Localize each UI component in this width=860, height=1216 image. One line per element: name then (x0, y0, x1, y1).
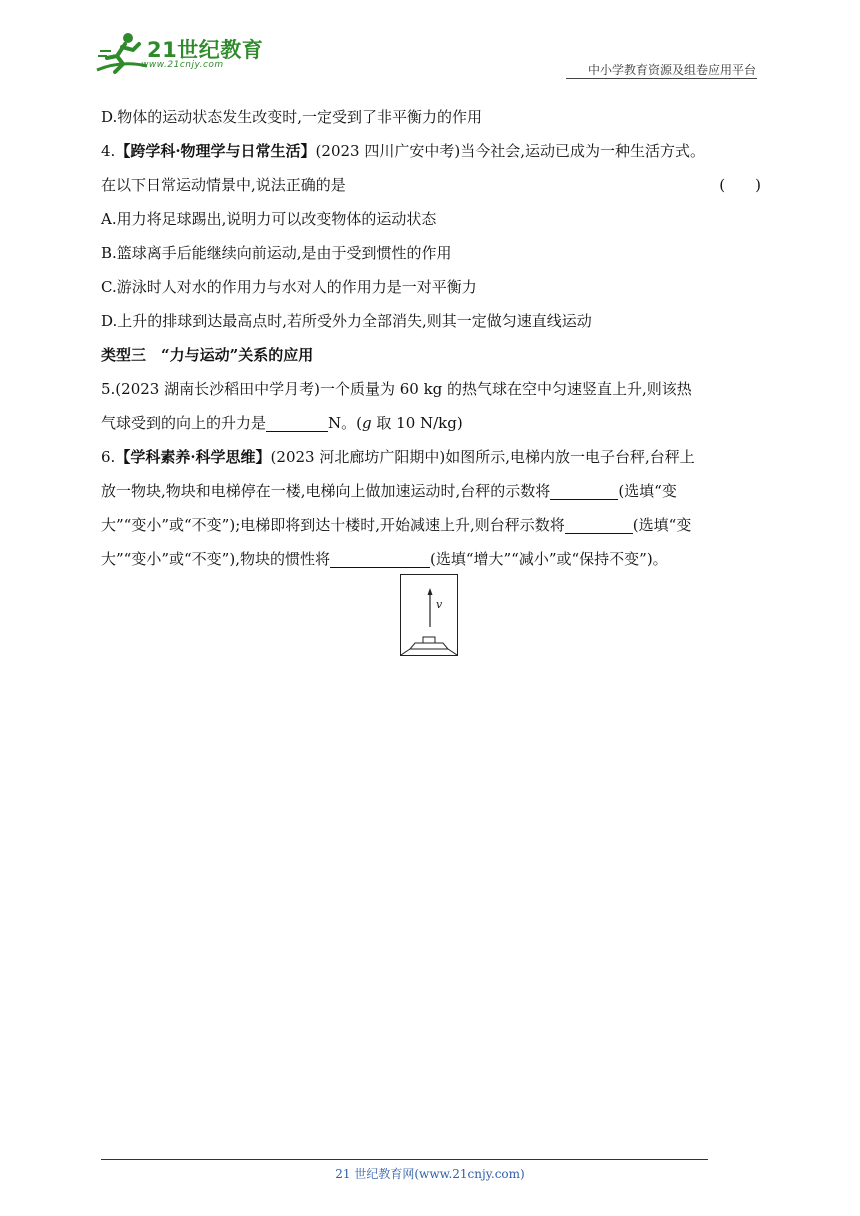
q6-line3-before: 大”“变小”或“不变”);电梯即将到达十楼时,开始减速上升,则台秤示数将 (101, 516, 565, 534)
q6-line4-before: 大”“变小”或“不变”),物块的惯性将 (101, 550, 330, 568)
q6-line2 (101, 474, 765, 508)
q5-line2 (101, 406, 765, 440)
q5-text-after: N。( (328, 414, 362, 432)
q4-option-b: B.篮球离手后能继续向前运动,是由于受到惯性的作用 (101, 244, 452, 262)
q4-stem-line2 (101, 168, 765, 202)
q6-line2-before: 放一物块,物块和电梯停在一楼,电梯向上做加速运动时,台秤的示数将 (101, 482, 551, 500)
header-tagline: 中小学教育资源及组卷应用平台 (587, 63, 756, 77)
q3-option-d: D.物体的运动状态发生改变时,一定受到了非平衡力的作用 (101, 108, 483, 126)
q6-tag: 【学科素养·科学思维】 (115, 448, 271, 466)
q5-text-end: 取 10 N/kg) (371, 414, 463, 432)
q6-line3-after: (选填“变 (632, 516, 692, 534)
footer-text: 21 世纪教育网(www.21cnjy.com) (335, 1167, 525, 1181)
answer-blank[interactable] (565, 515, 633, 534)
answer-blank[interactable] (550, 481, 618, 500)
arrow-head (428, 588, 433, 595)
q6-line3 (101, 508, 765, 542)
answer-blank[interactable] (330, 549, 430, 568)
q6-stem-line1 (101, 440, 765, 474)
velocity-label: v (436, 598, 443, 611)
q4-stem-line1 (101, 134, 765, 168)
q6-text: (2023 河北廊坊广阳期中)如图所示,电梯内放一电子台秤,台秤上 (270, 448, 695, 466)
q4-option-c: C.游泳时人对水的作用力与水对人的作用力是一对平衡力 (101, 278, 477, 296)
q6-line4 (101, 542, 765, 576)
scale-base (401, 649, 457, 655)
q4-tag: 【跨学科·物理学与日常生活】 (115, 142, 316, 160)
logo-wordmark: 21世纪教育 (147, 38, 264, 62)
q6-line4-after: (选填“增大”“减小”或“保持不变”)。 (429, 550, 668, 568)
answer-paren: ( ) (719, 176, 761, 194)
block (423, 637, 435, 643)
q6-line2-after: (选填“变 (618, 482, 677, 500)
footer-divider (101, 1159, 708, 1160)
q5-text-before: 气球受到的向上的升力是 (101, 414, 267, 432)
header-divider (566, 78, 757, 79)
question-content (101, 100, 765, 576)
scale (410, 643, 448, 649)
q4-text: (2023 四川广安中考)当今社会,运动已成为一种生活方式。 (315, 142, 705, 160)
q4-option-a: A.用力将足球踢出,说明力可以改变物体的运动状态 (101, 210, 437, 228)
answer-blank[interactable] (266, 413, 328, 432)
section-title: 类型三 “力与运动”关系的应用 (101, 346, 314, 364)
elevator-diagram (401, 575, 457, 655)
q4-option-d: D.上升的排球到达最高点时,若所受外力全部消失,则其一定做匀速直线运动 (101, 312, 592, 330)
g-symbol: g (362, 414, 372, 432)
page-header (0, 0, 860, 82)
q4-line2: 在以下日常运动情景中,说法正确的是 (101, 176, 346, 194)
logo (95, 30, 265, 80)
q4-number: 4. (101, 142, 116, 160)
q5-line1: 5.(2023 湖南长沙稻田中学月考)一个质量为 60 kg 的热气球在空中匀速竖直上升,则该热 (101, 380, 692, 398)
elevator-figure (400, 574, 458, 656)
q6-number: 6. (101, 448, 116, 466)
logo-url: www.21cnjy.com (141, 60, 224, 70)
